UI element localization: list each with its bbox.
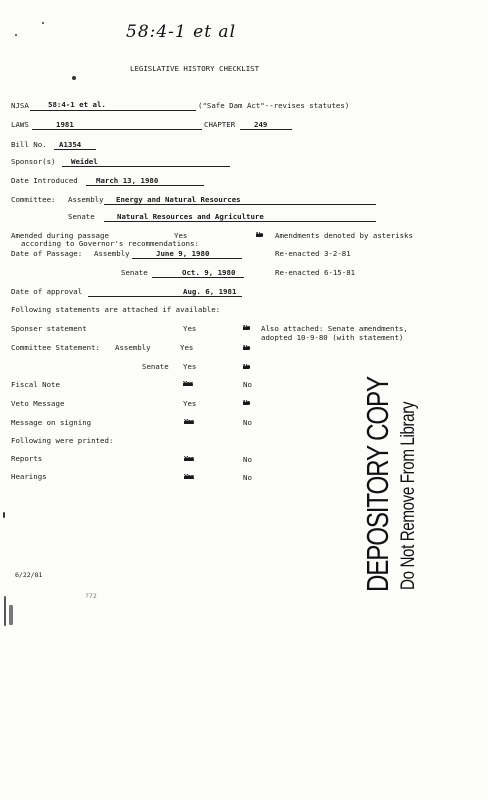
committee-senate-statement-label: Senate — [142, 362, 169, 371]
date-introduced-label: Date Introduced — [11, 176, 78, 185]
amended-line2: according to Governor's recommendations: — [21, 239, 199, 248]
njsa-note: ("Safe Dam Act"--revises statutes) — [198, 101, 350, 110]
njsa-label: NJSA — [11, 101, 29, 110]
committee-senate-statement-yes: Yes — [183, 362, 197, 371]
attached-heading: Following statements are attached if available: — [11, 305, 221, 314]
bill-underline — [54, 149, 96, 150]
hearings-label: Hearings — [11, 472, 47, 481]
veto-message-yes: Yes — [183, 399, 197, 408]
approval-underline — [88, 296, 242, 297]
sponsors-label: Sponsor(s) — [11, 157, 56, 166]
reports-no: No — [243, 455, 252, 464]
reports-yes-struck: Yes — [184, 455, 194, 463]
message-signing-yes-struck: Yes — [184, 418, 194, 426]
sponsors-underline — [62, 166, 230, 167]
fiscal-note-yes-struck: Yes — [183, 380, 193, 388]
printed-heading: Following were printed: — [11, 436, 114, 445]
message-signing-label: Message on signing — [11, 418, 92, 427]
committee-statement-label: Committee Statement: — [11, 343, 100, 352]
passage-label: Date of Passage: — [11, 249, 83, 258]
committee-assembly-label: Assembly — [68, 195, 104, 204]
handwritten-citation: 58:4-1 et al — [126, 22, 237, 42]
hearings-no: No — [243, 473, 252, 482]
chapter-underline — [240, 129, 292, 130]
committee-senate-value: Natural Resources and Agriculture — [117, 212, 264, 221]
bill-label: Bill No. — [11, 140, 47, 149]
njsa-value: 58:4-1 et al. — [48, 100, 106, 109]
chapter-label: CHAPTER — [204, 120, 236, 129]
committee-assembly-value: Energy and Natural Resources — [116, 195, 241, 204]
sponsor-statement-yes: Yes — [183, 324, 197, 333]
sponsor-statement-label: Sponser statement — [11, 324, 87, 333]
passage-senate-underline — [152, 277, 244, 278]
reenacted-2: Re-enacted 6-15-81 — [275, 268, 356, 277]
sponsor-statement-no-struck: No — [243, 324, 250, 332]
committee-senate-label: Senate — [68, 212, 95, 221]
reenacted-1: Re-enacted 3-2-81 — [275, 249, 351, 258]
amended-line1: Amended during passage — [11, 231, 109, 240]
committee-statement-yes: Yes — [180, 343, 194, 352]
depository-stamp-line2: Do Not Remove From Library — [398, 401, 419, 590]
also-attached-line2: adopted 10-9-80 (with statement) — [261, 333, 404, 342]
footer-mark: ?72 — [85, 592, 97, 600]
committee-statement-assembly: Assembly — [115, 343, 151, 352]
hearings-yes-struck: Yes — [184, 473, 194, 481]
passage-senate-label: Senate — [121, 268, 148, 277]
date-introduced-value: March 13, 1980 — [96, 176, 159, 185]
approval-label: Date of approval — [11, 287, 83, 296]
footer-date: 6/22/81 — [15, 571, 43, 579]
bill-value: A1354 — [59, 140, 82, 149]
njsa-underline — [30, 110, 196, 111]
approval-value: Aug. 6, 1981 — [183, 287, 237, 296]
sponsors-value: Weidel — [71, 157, 98, 166]
chapter-value: 249 — [254, 120, 268, 129]
ink-speck — [72, 76, 76, 80]
date-introduced-underline — [86, 185, 204, 186]
reports-label: Reports — [11, 454, 43, 463]
also-attached-line1: Also attached: Senate amendments, — [261, 324, 408, 333]
committee-senate-underline — [104, 221, 376, 222]
scan-artifact — [9, 605, 13, 625]
laws-label: LAWS — [11, 120, 29, 129]
amended-yes: Yes — [174, 231, 188, 240]
page-title: LEGISLATIVE HISTORY CHECKLIST — [130, 64, 260, 73]
veto-message-label: Veto Message — [11, 399, 65, 408]
scan-artifact — [42, 22, 44, 24]
depository-stamp-line1: DEPOSITORY COPY — [360, 377, 395, 592]
passage-assembly-value: June 9, 1980 — [156, 249, 210, 258]
laws-underline — [32, 129, 202, 130]
committee-senate-statement-no-struck: No — [243, 363, 250, 371]
amended-no-struck: No — [256, 231, 263, 239]
passage-senate-value: Oct. 9, 1980 — [182, 268, 236, 277]
committee-statement-no-struck: No — [243, 344, 250, 352]
committee-label: Committee: — [11, 195, 56, 204]
fiscal-note-label: Fiscal Note — [11, 380, 60, 389]
fiscal-note-no: No — [243, 380, 252, 389]
scan-artifact — [3, 512, 5, 518]
amended-note: Amendments denoted by asterisks — [275, 231, 413, 240]
message-signing-no: No — [243, 418, 252, 427]
committee-assembly-underline — [104, 204, 376, 205]
passage-assembly-underline — [132, 258, 242, 259]
scan-artifact — [4, 596, 6, 626]
laws-value: 1981 — [56, 120, 74, 129]
passage-assembly-label: Assembly — [94, 249, 130, 258]
veto-message-no-struck: No — [243, 399, 250, 407]
scan-artifact — [15, 34, 17, 36]
